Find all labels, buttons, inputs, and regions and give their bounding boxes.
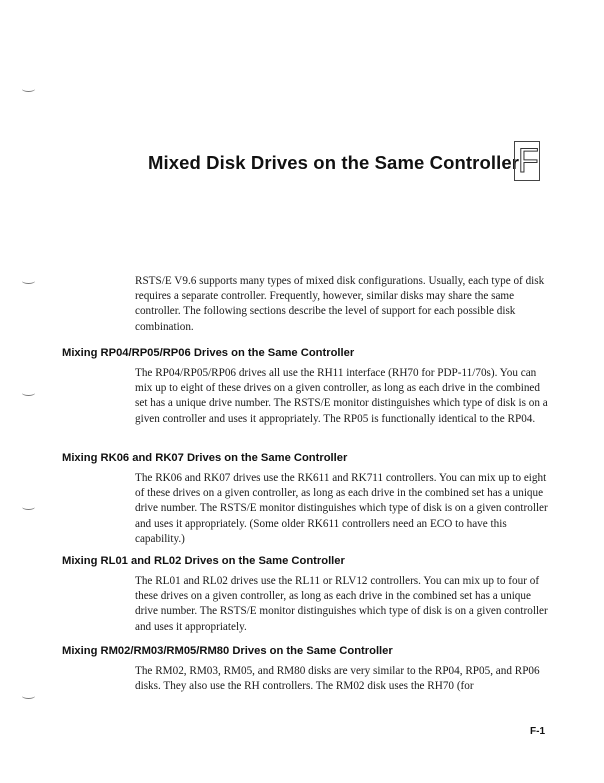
section-heading: Mixing RL01 and RL02 Drives on the Same Controller [62,555,345,567]
margin-mark [22,390,35,396]
page-number: F-1 [530,726,545,737]
intro-paragraph: RSTS/E V9.6 supports many types of mixed disk configurations. Usually, each type of disk requires a separate controller. Frequently, however, similar disks may share the same controller. The following sections describe the level of support for each possible disk combination. [135,275,545,333]
section-heading: Mixing RK06 and RK07 Drives on the Same Controller [62,452,348,464]
margin-mark [22,86,35,92]
appendix-letter: F [518,142,539,180]
section-body: The RK06 and RK07 drives use the RK611 and RK711 controllers. You can mix up to eight of these drives on a given controller, as long as each drive in the combined set has a unique drive number. The RSTS/E monitor distinguishes which type of disk is on a given controller and uses it appropriately. (Some older RK611 controllers need an ECO to have this capability.) [135,472,548,545]
section-body: The RL01 and RL02 drives use the RL11 or RLV12 controllers. You can mix up to four of these drives on a given controller, as long as each drive in the combined set has a unique drive number. The RSTS/E monitor distinguishes which type of disk is on a given controller and uses it appropriately. [135,575,548,633]
margin-mark [22,278,35,284]
margin-mark [22,693,35,699]
section-body: The RP04/RP05/RP06 drives all use the RH11 interface (RH70 for PDP-11/70s). You can mix up to eight of these drives on a given controller, as long as each drive in the combined set has a unique drive number. The RSTS/E monitor distinguishes which type of disk is on a given controller and uses it appropriately. The RP05 is functionally identical to the RP04. [135,367,548,425]
appendix-tab [514,141,540,181]
margin-mark [22,504,35,510]
section-body: The RM02, RM03, RM05, and RM80 disks are very similar to the RP04, RP05, and RP06 disks. They also use the RH controllers. The RM02 disk uses the RH70 (for [135,665,540,693]
section-heading: Mixing RM02/RM03/RM05/RM80 Drives on the Same Controller [62,645,393,657]
section-heading: Mixing RP04/RP05/RP06 Drives on the Same Controller [62,347,355,359]
page-title: Mixed Disk Drives on the Same Controller [148,152,520,173]
